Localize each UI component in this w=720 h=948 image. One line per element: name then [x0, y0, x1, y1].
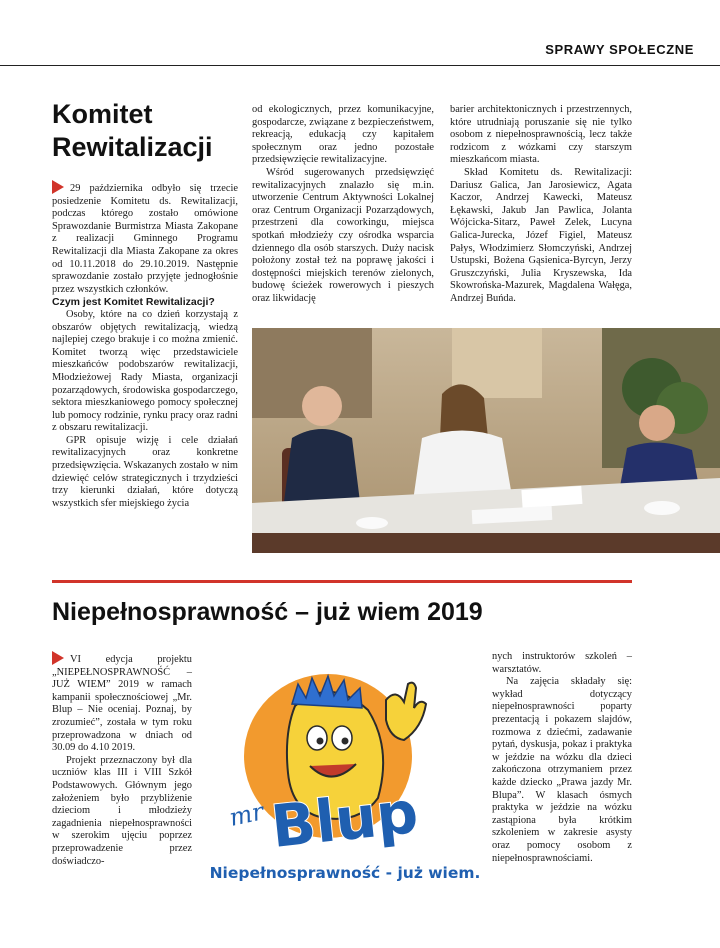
article-title-komitet	[52, 98, 252, 164]
lead-text: 29 października odbyło się trzecie posiedzenie Komitetu ds. Rewitalizacji, podczas którego zostało omówione Sprawozdanie Burmistrza Miasta Zakopane z realizacji Gminnego Programu Rewitalizacji dla Miasta Zakopane za okres od 10.11.2018 do 29.10.2019. Następnie sprawozdanie zostało przyjęte jednogłośnie przez wszystkich członków.	[52, 183, 238, 295]
lead-paragraph	[52, 651, 192, 755]
section-label: SPRAWY SPOŁECZNE	[545, 42, 694, 57]
header-divider	[0, 65, 720, 66]
paragraph: Projekt przeznaczony był dla uczniów klas III i VIII Szkół Podstawowych. Głównym jego założeniem było przybliżenie dzieciom i młodzieży zagadnienia niepełnosprawności w szerokim ujęciu poprzez przeprowadzenie przez doświadczo-	[52, 754, 192, 867]
paragraph: GPR opisuje wizję i cele działań rewitalizacyjnych oraz konkretne przedsięwzięcia. Wskazanych zostało w nim dziewięć celów strategicznych i trzydzieści trzy kierunki działań, które dotyczą wszystkich sfer miejskiego życia	[52, 434, 238, 509]
paragraph: Wśród sugerowanych przedsięwzięć rewitalizacyjnych znalazło się m.in. utworzenie Centrum Aktywności Lokalnej oraz Centrum Organizacji Pozarządowych, przestrzeni dla coworkingu, miejsca spotkań młodzieży czy ośrodka wsparcia dziennego dla osób starszych. Duży nacisk położony został też na poprawę jakości i dostępności miejskich terenów zielonych, budowę ścieżek rowerowych i pieszych oraz likwidację	[252, 166, 434, 304]
article-title-niepelnosprawnosc: Niepełnosprawność – już wiem 2019	[52, 598, 483, 626]
meeting-photo	[252, 328, 720, 553]
logo-blup-text: Blup	[267, 777, 422, 861]
article2-column-right	[492, 651, 632, 865]
title-line-1: Komitet	[52, 99, 153, 129]
article-divider	[52, 580, 632, 583]
meeting-photo-illustration	[252, 328, 720, 553]
paragraph: Osoby, które na co dzień korzystają z obszarów objętych rewitalizacją, wiedzą najlepiej czego brakuje i co można zmienić. Komitet tworzą więc przedstawiciele mieszkańców podobszarów rewitalizacji, Młodzieżowej Rady Miasta, organizacji pozarządowych, środowiska gospodarczego, sektora mieszkaniowego pomocy społecznej lub pomocy rodzinie, rynku pracy oraz radni z obszaru rewitalizacji.	[52, 308, 238, 434]
article2-column-left	[52, 651, 192, 868]
article1-column-3	[450, 104, 632, 306]
paragraph: nych instruktorów szkoleń – warsztatów.	[492, 651, 632, 675]
lead-arrow-icon	[52, 651, 64, 665]
title-line-2: Rewitalizacji	[52, 132, 213, 162]
lead-paragraph	[52, 180, 238, 296]
paragraph: Skład Komitetu ds. Rewitalizacji: Dariusz Galica, Jan Jarosiewicz, Agata Kaczor, Andrzej Kawecki, Mateusz Łękawski, Jakub Jan Pawlica, Jolanta Wójcicka-Sitarz, Paweł Zelek, Lucyna Galica-Jurecka, Józef Figiel, Mateusz Pałys, Włodzimierz Słomczyński, Andrzej Ustupski, Bożena Gąsienica-Byrcyn, Jerzy Gruszczyński, Julia Kryszewska, Ida Skowrońska-Mazurek, Magdalena Wałęga, Andrzej Buńda.	[450, 166, 632, 304]
logo-tagline: Niepełnosprawność - już wiem.	[209, 864, 481, 882]
paragraph: od ekologicznych, przez komunikacyjne, gospodarcze, związane z bezpieczeństwem, rekreacją, edukacją czy kapitałem społecznym oraz jedno pozostałe przedsięwzięcie rewitalizacyjne.	[252, 104, 434, 166]
paragraph: Na zajęcia składały się: wykład dotyczący niepełnosprawności poparty prezentacją i pokazem slajdów, rozmowa z dziećmi, zadawanie pytań, dyskusja, pokaz i praktyka w jeździe na wózku dla dzieci zakończona otrzymaniem przez każde dziecko „Prawa jazdy Mr. Blupa”. W klasach ósmych praktyka w jeździe na wózku zastąpiona była krótkim szkoleniem w zakresie asysty oraz pomocy osobom z niepełnosprawnościami.	[492, 676, 632, 864]
mr-blup-mascot-icon	[200, 648, 490, 898]
logo-mr-text: mr	[226, 797, 267, 832]
paragraph: barier architektonicznych i przestrzennych, które utrudniają poruszanie się nie tylko osobom z niepełnosprawnością, lecz także rodzicom z wózkami czy starszym mieszkańcom miasta.	[450, 104, 632, 166]
mr-blup-logo	[200, 648, 490, 898]
lead-arrow-icon	[52, 180, 64, 194]
lead-text: VI edycja projektu „NIEPEŁNOSPRAWNOŚĆ – JUŻ WIEM” 2019 w ramach kampanii społecznościowej „Mr. Blup – Nie oceniaj. Poznaj, by zrozumieć”, została w tym roku przeprowadzona w dniach od 30.09 do 4.10 2019.	[52, 654, 192, 754]
article1-column-2	[252, 104, 434, 306]
subheading: Czym jest Komitet Rewitalizacji?	[52, 296, 215, 309]
article1-column-1	[52, 180, 238, 510]
